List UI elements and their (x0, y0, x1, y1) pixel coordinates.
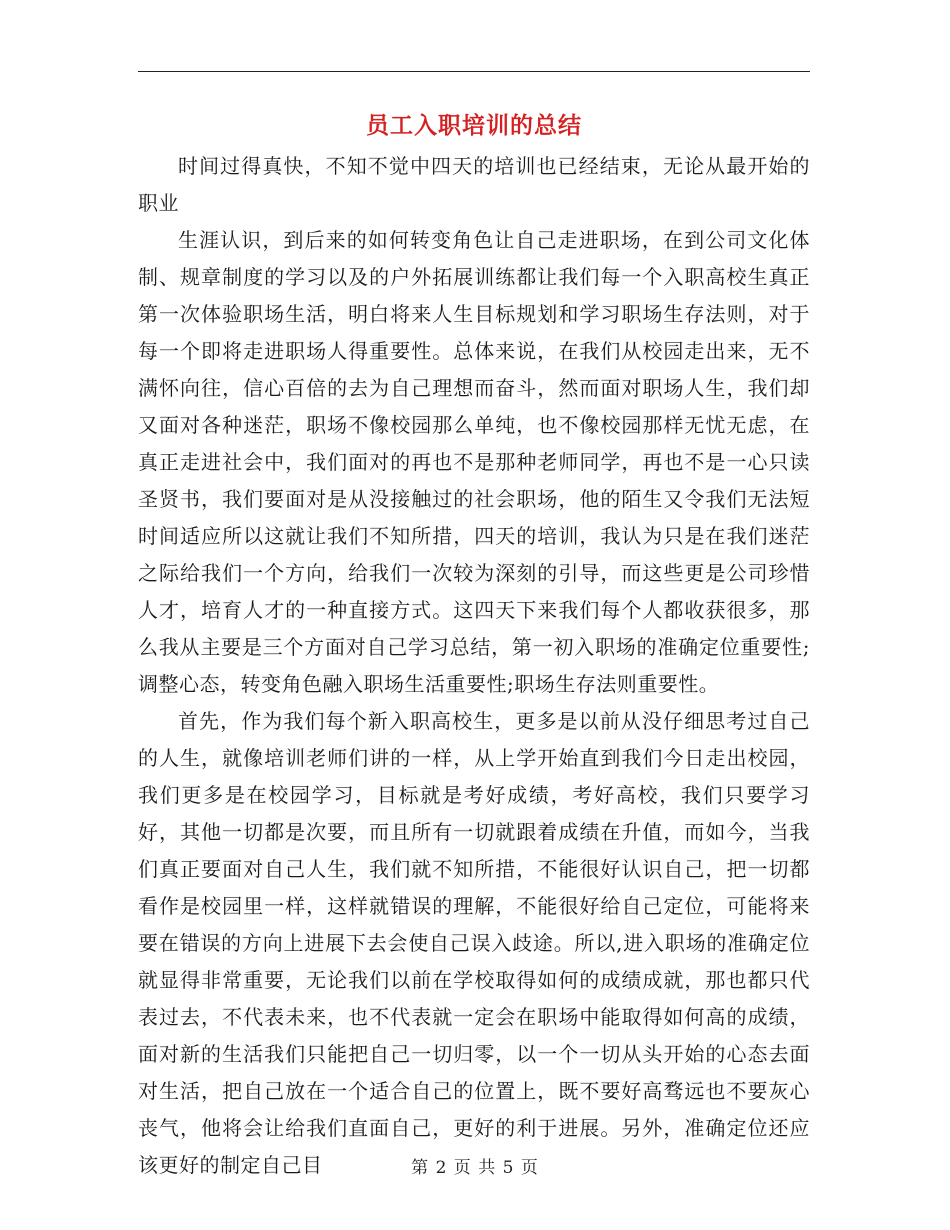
paragraph-3: 首先，作为我们每个新入职高校生，更多是以前从没仔细思考过自己的人生，就像培训老师们讲的一样，从上学开始直到我们今日走出校园，我们更多是在校园学习，目标就是考好成绩，考好高校，我们只要学习好，其他一切都是次要，而且所有一切就跟着成绩在升值，而如今，当我们真正要面对自己人生，我们就不知所措，不能很好认识自己，把一切都看作是校园里一样，这样就错误的理解，不能很好给自己定位，可能将来要在错误的方向上进展下去会使自己误入歧途。所以,进入职场的准确定位就显得非常重要，无论我们以前在学校取得如何的成绩成就，那也都只代表过去，不代表未来，也不代表就一定会在职场中能取得如何高的成绩，面对新的生活我们只能把自己一切归零，以一个一切从头开始的心态去面对生活，把自己放在一个适合自己的位置上，既不要好高骛远也不要灰心丧气，他将会让给我们直面自己，更好的利于进展。另外，准确定位还应该更好的制定自己目 (138, 709, 810, 1177)
document-title: 员工入职培训的总结 (366, 112, 582, 139)
document-body (138, 148, 810, 1184)
paragraph-2: 生涯认识，到后来的如何转变角色让自己走进职场，在到公司文化体制、规章制度的学习以及的户外拓展训练都让我们每一个入职高校生真正第一次体验职场生活，明白将来人生目标规划和学习职场生存法则，对于每一个即将走进职场人得重要性。总体来说，在我们从校园走出来，无不满怀向往，信心百倍的去为自己理想而奋斗，然而面对职场人生，我们却又面对各种迷茫，职场不像校园那么单纯，也不像校园那样无忧无虑，在真正走进社会中，我们面对的再也不是那种老师同学，再也不是一心只读圣贤书，我们要面对是从没接触过的社会职场，他的陌生又令我们无法短时间适应所以这就让我们不知所措，四天的培训，我认为只是在我们迷茫之际给我们一个方向，给我们一次较为深刻的引导，而这些更是公司珍惜人才，培育人才的一种直接方式。这四天下来我们每个人都收获很多，那么我从主要是三个方面对自己学习总结，第一初入职场的准确定位重要性;调整心态，转变角色融入职场生活重要性;职场生存法则重要性。 (138, 228, 810, 696)
paragraph-1: 时间过得真快，不知不觉中四天的培训也已经结束，无论从最开始的职业 (138, 154, 810, 215)
page-number-footer: 第 2 页 共 5 页 (411, 1158, 539, 1178)
header-rule (138, 71, 810, 72)
